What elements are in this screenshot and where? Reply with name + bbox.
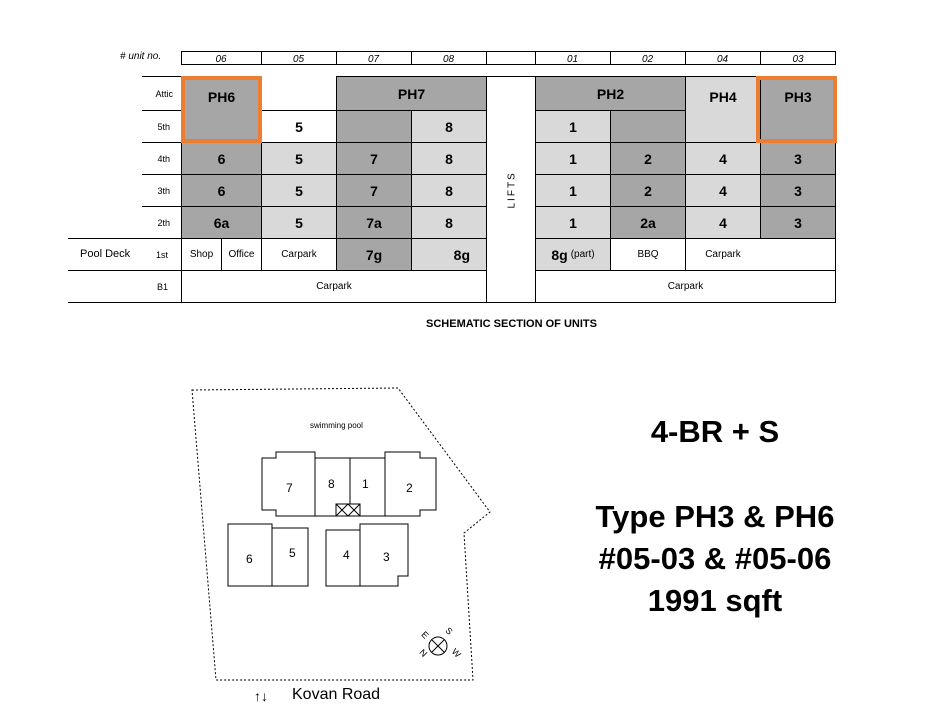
cell-06-4th: 6 [181, 142, 262, 175]
cell-bbq: BBQ [610, 238, 686, 271]
block-label-8: 8 [328, 477, 335, 491]
cell-03-1st [760, 238, 836, 271]
floor-label-1st: 1st [155, 250, 168, 260]
floor-divider [142, 206, 182, 207]
section-caption: SCHEMATIC SECTION OF UNITS [426, 318, 597, 330]
cell-02-5th [610, 110, 686, 143]
block-label-6: 6 [246, 552, 253, 566]
cell-05-2th: 5 [261, 206, 337, 239]
compass-e: E [419, 629, 431, 641]
cell-05-4th: 5 [261, 142, 337, 175]
cell-8g [411, 238, 487, 271]
cell-08-2th: 8 [411, 206, 487, 239]
block-label-5: 5 [289, 546, 296, 560]
cell-8g-part-note: (part) [570, 249, 595, 260]
block-label-1: 1 [362, 477, 369, 491]
cell-02-2th: 2a [610, 206, 686, 239]
cell-8g-label: 8g [453, 246, 470, 263]
floor-divider [68, 270, 182, 271]
highlight-ph3 [756, 76, 837, 143]
building-blocks [228, 452, 436, 586]
road-arrows-icon: ↑↓ [254, 688, 268, 704]
cell-07-2th: 7a [336, 206, 412, 239]
block-label-2: 2 [406, 481, 413, 495]
floor-label-b1: B1 [156, 282, 168, 292]
unit-no-04: 04 [716, 53, 729, 65]
cell-03-4th: 3 [760, 142, 836, 175]
block-label-7: 7 [286, 481, 293, 495]
cell-06-3th: 6 [181, 174, 262, 207]
cell-02-4th: 2 [610, 142, 686, 175]
cell-03-3th: 3 [760, 174, 836, 207]
compass-icon [429, 637, 447, 655]
floor-label-4th: 4th [157, 154, 170, 164]
lift-core [336, 504, 360, 516]
cell-8g-part-label: 8g [551, 246, 568, 263]
unit-no-07: 07 [367, 53, 380, 65]
cell-08-5th: 8 [411, 110, 487, 143]
cell-01-4th: 1 [535, 142, 611, 175]
block-label-4: 4 [343, 548, 350, 562]
unit-no-01: 01 [566, 53, 579, 65]
compass-n: N [417, 647, 430, 659]
highlight-ph6 [181, 76, 262, 143]
schematic-section [0, 0, 943, 340]
cell-carpark-1st: Carpark [261, 238, 337, 271]
cell-ph2: PH2 [535, 76, 686, 111]
cell-ph4: PH4 [685, 76, 761, 143]
cell-01-3th: 1 [535, 174, 611, 207]
unit-no-03: 03 [792, 53, 804, 65]
compass-s: S [443, 625, 455, 637]
cell-01-5th: 1 [535, 110, 611, 143]
cell-06-2th: 6a [181, 206, 262, 239]
cell-ph6: PH6 [181, 76, 262, 143]
block-label-3: 3 [383, 550, 390, 564]
cell-05-3th: 5 [261, 174, 337, 207]
floor-divider [142, 174, 182, 175]
floor-divider [68, 302, 182, 303]
unit-no-08: 08 [442, 53, 455, 65]
unit-numbers-line: #05-03 & #05-06 [598, 541, 832, 576]
cell-carpark-1st-right: Carpark [685, 238, 761, 271]
cell-shop: Shop [181, 238, 222, 271]
unit-no-label: # unit no. [120, 51, 162, 62]
cell-01-2th: 1 [535, 206, 611, 239]
unit-type-heading: 4-BR + S [650, 414, 780, 449]
road-label: Kovan Road [292, 686, 381, 703]
unit-no-02: 02 [641, 53, 654, 65]
unit-no-06: 06 [215, 53, 227, 65]
unit-no-05: 05 [292, 53, 305, 65]
cell-03-2th: 3 [760, 206, 836, 239]
cell-7g: 7g [336, 238, 412, 271]
cell-05-5th: 5 [261, 110, 337, 143]
cell-02-3th: 2 [610, 174, 686, 207]
floor-label-5th: 5th [157, 122, 170, 132]
floor-label-attic: Attic [155, 89, 173, 99]
floor-divider [68, 238, 182, 239]
cell-04-4th: 4 [685, 142, 761, 175]
floor-label-2th: 2th [157, 218, 170, 228]
floor-label-3th: 3th [157, 186, 170, 196]
cell-ph7: PH7 [336, 76, 487, 111]
pool-deck-label: Pool Deck [80, 248, 131, 260]
cell-07-4th: 7 [336, 142, 412, 175]
floor-divider [142, 142, 182, 143]
cell-08-3th: 8 [411, 174, 487, 207]
cell-office: Office [221, 238, 262, 271]
cell-04-2th: 4 [685, 206, 761, 239]
compass-w: W [449, 646, 463, 660]
unit-no-divider [486, 51, 487, 65]
unit-type-line: Type PH3 & PH6 [595, 499, 835, 534]
cell-b1-left: Carpark [181, 270, 487, 303]
cell-07-3th: 7 [336, 174, 412, 207]
cell-b1-right: Carpark [535, 270, 836, 303]
floor-divider [142, 110, 182, 111]
cell-ph3: PH3 [760, 76, 836, 143]
pool-label: swimming pool [310, 421, 363, 430]
lifts-label: LIFTS [506, 171, 518, 209]
cell-8g-part [535, 238, 611, 271]
cell-08-4th: 8 [411, 142, 487, 175]
cell-04-3th: 4 [685, 174, 761, 207]
unit-size-line: 1991 sqft [647, 583, 783, 618]
cell-07-5th [336, 110, 412, 143]
